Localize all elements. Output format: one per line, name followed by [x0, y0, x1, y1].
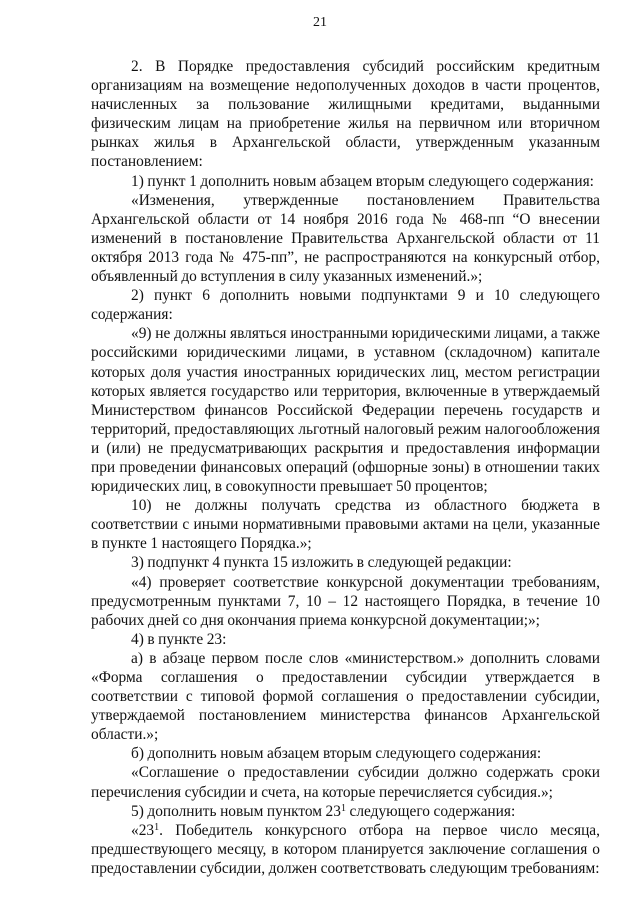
paragraph: 2) пункт 6 дополнить новыми подпунктами 9 и 10 следующего содержания:	[91, 287, 600, 324]
paragraph: «Соглашение о предоставлении субсидии должно содержать сроки перечисления субсидии и счета, на которые перечисляется субсидия.»;	[91, 764, 600, 801]
paragraph: «9) не должны являться иностранными юридическими лицами, а также российскими юридическими лицами, в уставном (складочном) капитале которых доля участия иностранных юридических лиц, местом регистрации которых является государство или территория, включенные в утверждаемый Министерством финансов Российской Федерации перечень государств и территорий, предоставляющих льготный налоговый режим налогообложения и (или) не предусматривающих раскрытия и предоставления информации при проведении финансовых операций (офшорные зоны) в отношении таких юридических лиц, в совокупности превышает 50 процентов;	[91, 325, 600, 496]
paragraph-text: следующего содержания:	[345, 802, 516, 820]
paragraph: «Изменения, утвержденные постановлением Правительства Архангельской области от 14 ноября 2016 года № 468-пп “О внесении изменений в постановление Правительства Архангельской области от 11 октября 2013 года № 475-пп”, не распространяются на конкурсный отбор, объявленный до вступления в силу указанных изменений.»;	[91, 191, 600, 286]
paragraph: а) в абзаце первом после слов «министерством.» дополнить словами «Форма соглашения о предоставлении субсидии утверждается в соответствии с типовой формой соглашения о предоставлении субсидии, утверждаемой постановлением министерства финансов Архангельской области.»;	[91, 649, 600, 744]
paragraph-text: «23	[131, 821, 155, 839]
page-number: 21	[313, 15, 327, 30]
paragraph: 10) не должны получать средства из областного бюджета в соответствии с иными нормативными правовыми актами на цели, указанные в пункте 1 настоящего Порядка.»;	[91, 497, 600, 553]
paragraph: б) дополнить новым абзацем вторым следующего содержания:	[131, 745, 542, 763]
paragraph	[91, 802, 600, 821]
paragraph: 4) в пункте 23:	[131, 630, 227, 648]
paragraph-text: . Победитель конкурсного отбора на первое число месяца, предшествующего месяцу, в котором планируется заключение соглашения о предоставлении субсидии, должен соответствовать следующим требованиям:	[91, 821, 600, 877]
paragraph: «4) проверяет соответствие конкурсной документации требованиям, предусмотренным пунктами 7, 10 – 12 настоящего Порядка, в течение 10 рабочих дней со дня окончания приема конкурсной документации;»;	[91, 573, 600, 629]
paragraph-text: 5) дополнить новым пунктом 23	[131, 802, 341, 820]
paragraph	[91, 821, 600, 878]
superscript: 1	[154, 821, 160, 833]
paragraph: 1) пункт 1 дополнить новым абзацем вторым следующего содержания:	[131, 172, 594, 190]
paragraph: 2. В Порядке предоставления субсидий российским кредитным организациям на возмещение недополученных доходов в части процентов, начисленных за пользование жилищными кредитами, выданными физическим лицам на приобретение жилья на первичном или вторичном рынках жилья в Архангельской области, утвержденным указанным постановлением:	[91, 58, 600, 171]
superscript: 1	[340, 802, 346, 814]
document-body	[91, 57, 600, 878]
paragraph: 3) подпункт 4 пункта 15 изложить в следующей редакции:	[131, 554, 512, 572]
